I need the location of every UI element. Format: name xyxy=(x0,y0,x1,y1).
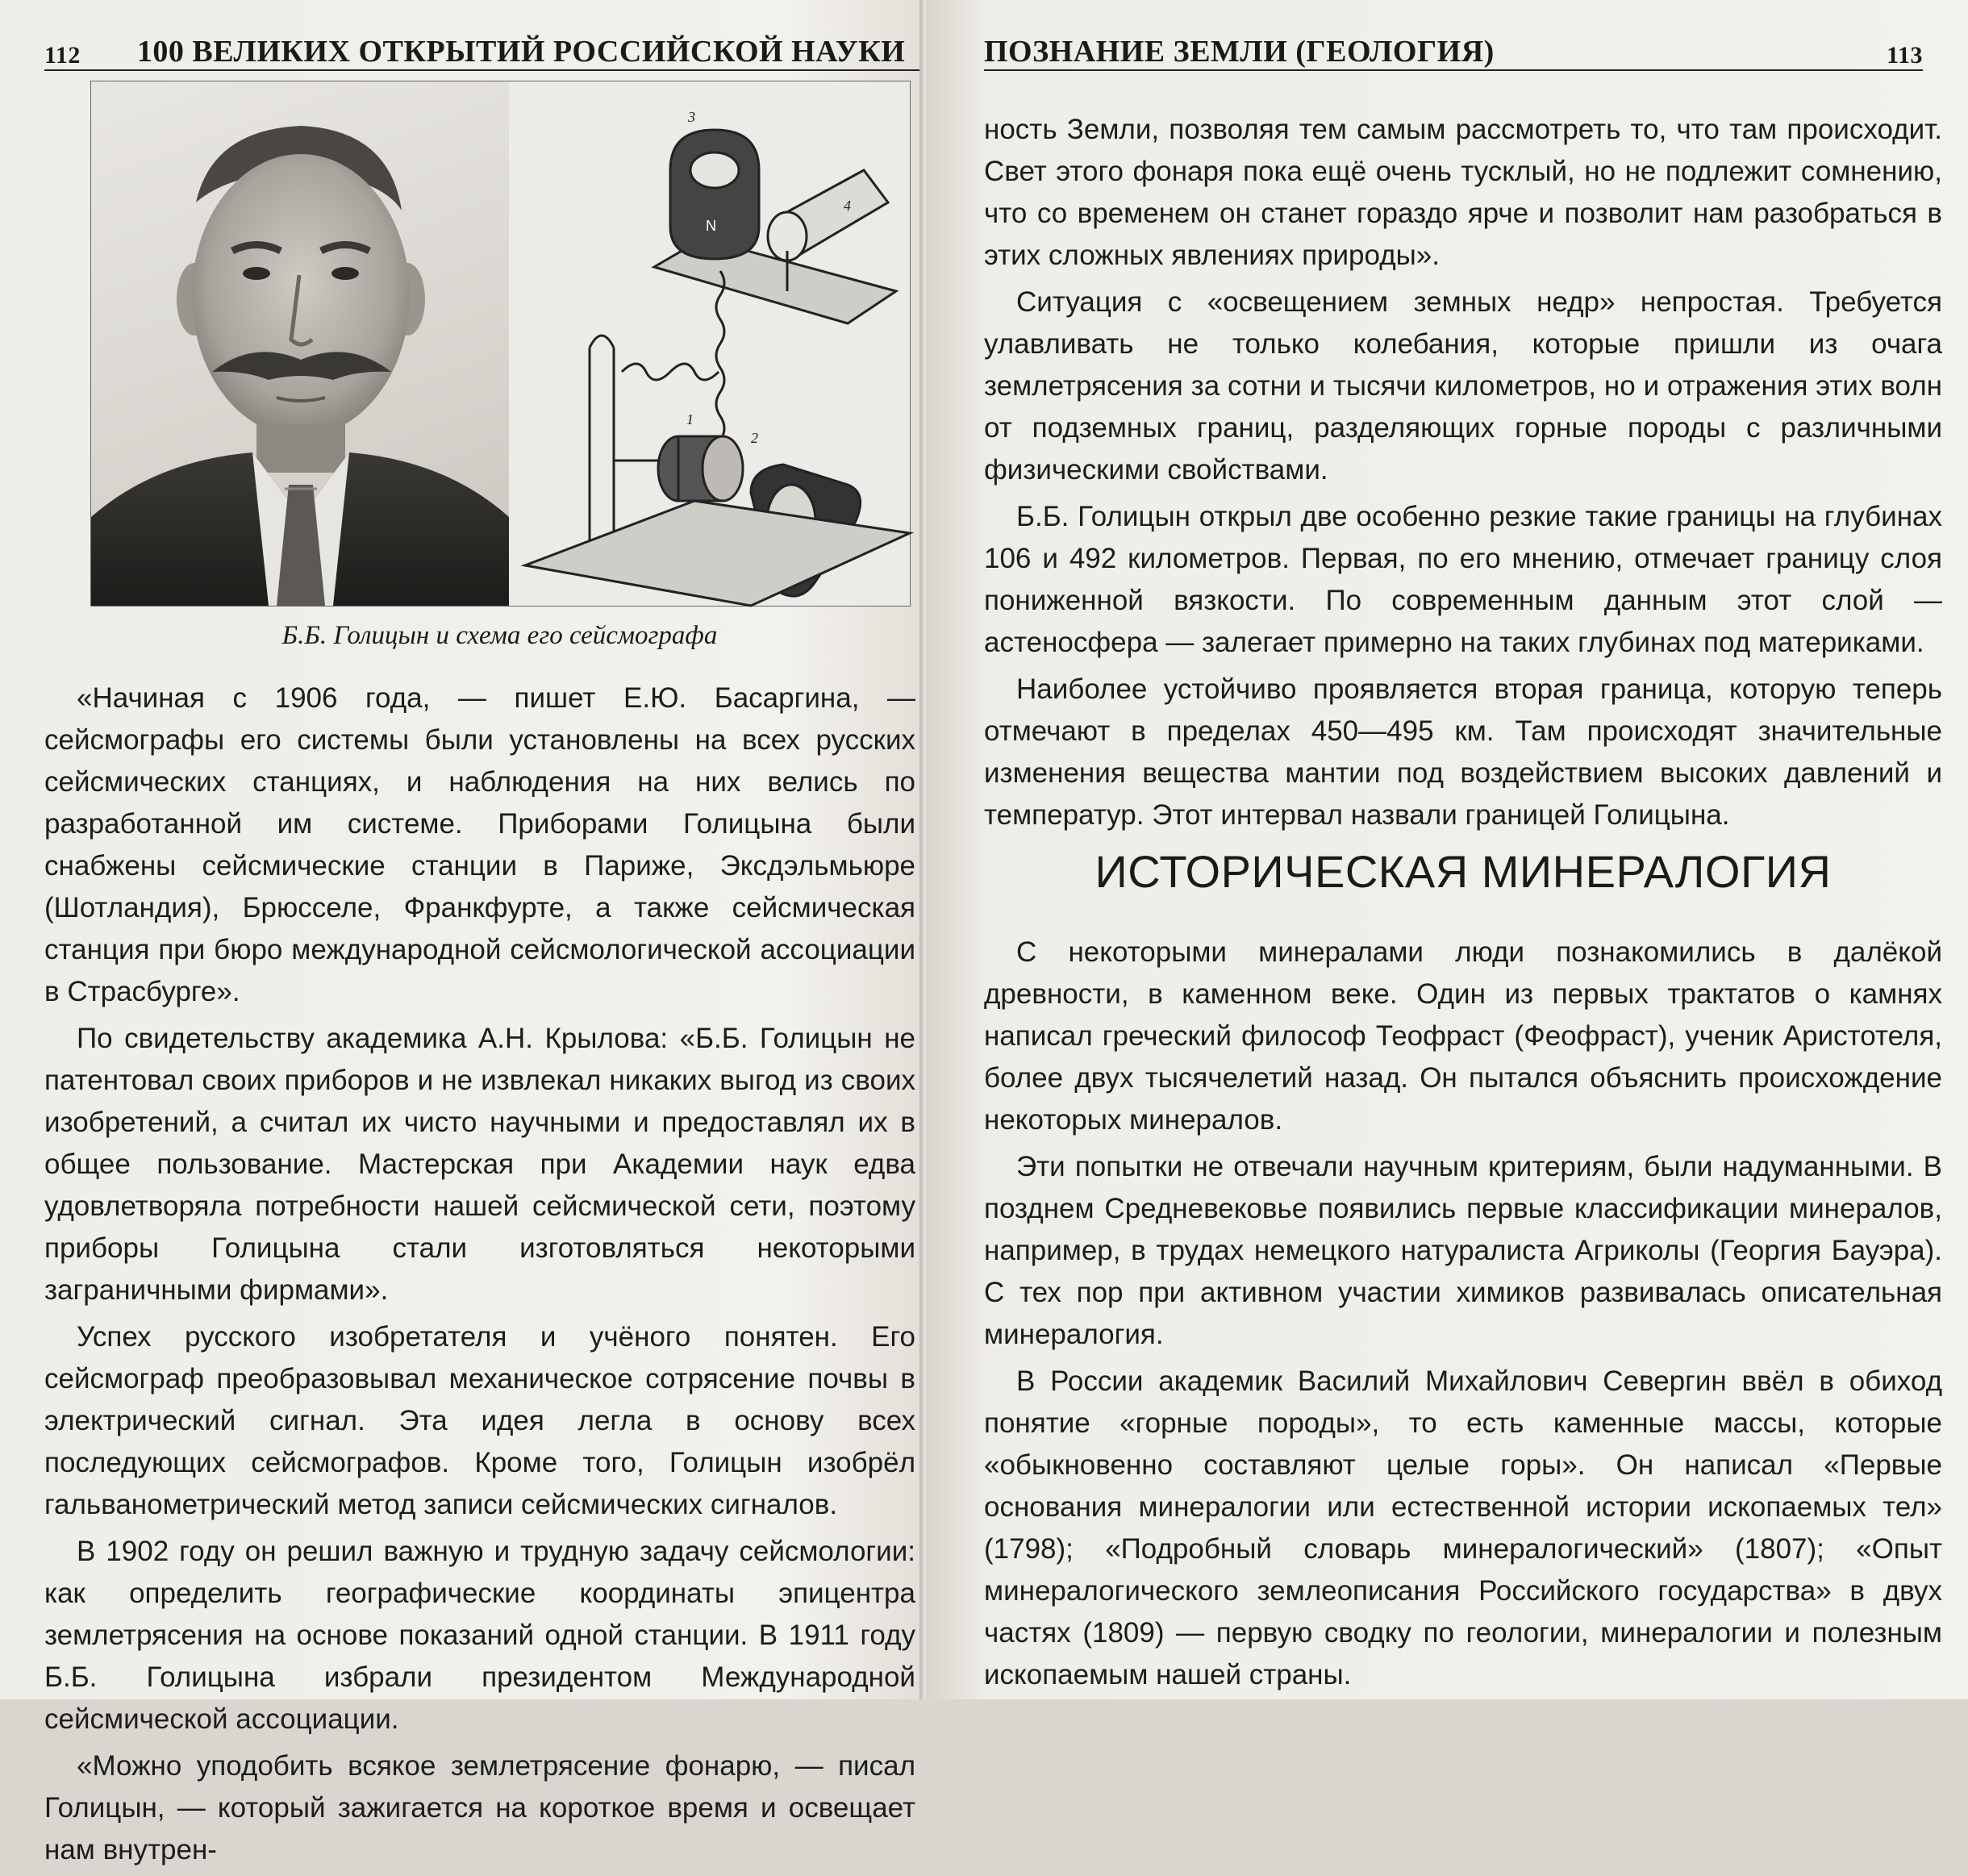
portrait-golitsyn xyxy=(91,81,509,606)
page-number-right: 113 xyxy=(1887,42,1923,69)
scheme-label-n: N xyxy=(706,218,716,234)
page-number-left: 112 xyxy=(44,42,81,69)
seismograph-diagram xyxy=(509,81,910,606)
running-title-right: ПОЗНАНИЕ ЗЕМЛИ (ГЕОЛОГИЯ) xyxy=(984,35,1495,69)
paragraph: С некоторыми минералами люди познакомились в далёкой древности, в каменном веке. Один из первых трактатов о камнях написал греческий философ Теофраст (Феофраст), ученик Аристотеля, более двух тысячелетий назад. Он пытался объяснить происхождение некоторых минералов. xyxy=(984,936,1942,1136)
paragraph: «Можно уподобить всякое землетрясение фонарю, — писал Голицын, — который зажигается на короткое время и освещает нам внутрен- xyxy=(44,1750,915,1866)
left-body-text xyxy=(44,677,915,1876)
scheme-label-1: 1 xyxy=(686,411,694,427)
paragraph: В 1902 году он решил важную и трудную задачу сейсмологии: как определить географические координаты эпицентра землетрясения на основе показаний одной станции. В 1911 году Б.Б. Голицына избрали президентом Международной сейсмической ассоциации. xyxy=(44,1536,915,1735)
figure-caption: Б.Б. Голицын и схема его сейсмографа xyxy=(281,621,718,650)
running-title-left: 100 ВЕЛИКИХ ОТКРЫТИЙ РОССИЙСКОЙ НАУКИ xyxy=(136,35,906,69)
paragraph: Успех русского изобретателя и учёного понятен. Его сейсмограф преобразовывал механическое сотрясение почвы в электрический сигнал. Эта идея легла в основу всех последующих сейсмографов. Кроме того, Голицын изобрёл гальванометрический метод записи сейсмических сигналов. xyxy=(44,1321,915,1520)
scheme-label-3: 3 xyxy=(688,109,695,125)
paragraph: Наиболее устойчиво проявляется вторая граница, которую теперь отмечают в пределах 450—495 км. Там происходят значительные изменения вещества мантии под воздействием высоких давлений и температур. Этот интервал назвали границей Голицына. xyxy=(984,673,1942,831)
paragraph: По свидетельству академика А.Н. Крылова: «Б.Б. Голицын не патентовал своих приборов и не извлекал никаких выгод из своих изобретений, а считал их чисто научными и предоставлял их в общее пользование. Мастерская при Академии наук едва удовлетворяла потребности нашей сейсмической сети, поэтому приборы Голицына стали изготовляться некоторыми заграничными фирмами». xyxy=(44,1023,915,1306)
right-running-head xyxy=(984,18,1923,71)
paragraph: Эти попытки не отвечали научным критериям, были надуманными. В позднем Средневековье появились первые классификации минералов, например, в трудах немецкого натуралиста Агриколы (Георгия Бауэра). С тех пор при активном участии химиков развивалась описательная минералогия. xyxy=(984,1151,1942,1350)
left-running-head xyxy=(44,18,926,71)
paragraph: ность Земли, позволяя тем самым рассмотреть то, что там происходит. Свет этого фонаря пока ещё очень тусклый, но не подлежит сомнению, что со временем он станет гораздо ярче и позволит нам разобраться в этих сложных явлениях природы». xyxy=(984,114,1942,271)
right-body-text-top xyxy=(984,109,1942,841)
scheme-label-4: 4 xyxy=(844,198,851,214)
paragraph: Ситуация с «освещением земных недр» непростая. Требуется улавливать не только колебания, которые пришли из очага землетрясения за сотни и тысячи километров, но и отражения этих волн от подземных границ, разделяющих горные породы с различными физическими свойствами. xyxy=(984,286,1942,486)
scheme-label-2: 2 xyxy=(751,430,758,446)
figure-photo xyxy=(90,81,911,607)
paragraph: Б.Б. Голицын открыл две особенно резкие такие границы на глубинах 106 и 492 километров. Первая, по его мнению, отмечает границу слоя пониженной вязкости. По современным данным этот слой — астеносфера — залегает примерно на таких глубинах под материками. xyxy=(984,501,1942,658)
paragraph: В России академик Василий Михайлович Севергин ввёл в обиход понятие «горные породы», то есть каменные массы, которые «обыкновенно составляют целые горы». Он написал «Первые основания минералогии или естественной истории ископаемых тел» (1798); «Подробный словарь минералогический» (1807); «Опыт минералогического землеописания Российского государства» в двух частях (1809) — первую сводку по геологии, минералогии и полезным ископаемым нашей страны. xyxy=(984,1365,1942,1690)
section-heading: ИСТОРИЧЕСКАЯ МИНЕРАЛОГИЯ xyxy=(1094,846,1832,897)
right-page xyxy=(926,0,1968,1699)
paragraph: «Начиная с 1906 года, — пишет Е.Ю. Басаргина, — сейсмографы его системы были установлены на всех русских сейсмических станциях, и наблюдения на них велись по разработанной им системе. Приборами Голицына были снабжены сейсмические станции в Париже, Эксдэльмьюре (Шотландия), Брюсселе, Франкфурте, а также сейсмическая станция при бюро международной сейсмологической ассоциации в Страсбурге». xyxy=(44,682,915,1007)
right-body-text-bottom xyxy=(984,932,1942,1701)
left-page xyxy=(0,0,926,1866)
